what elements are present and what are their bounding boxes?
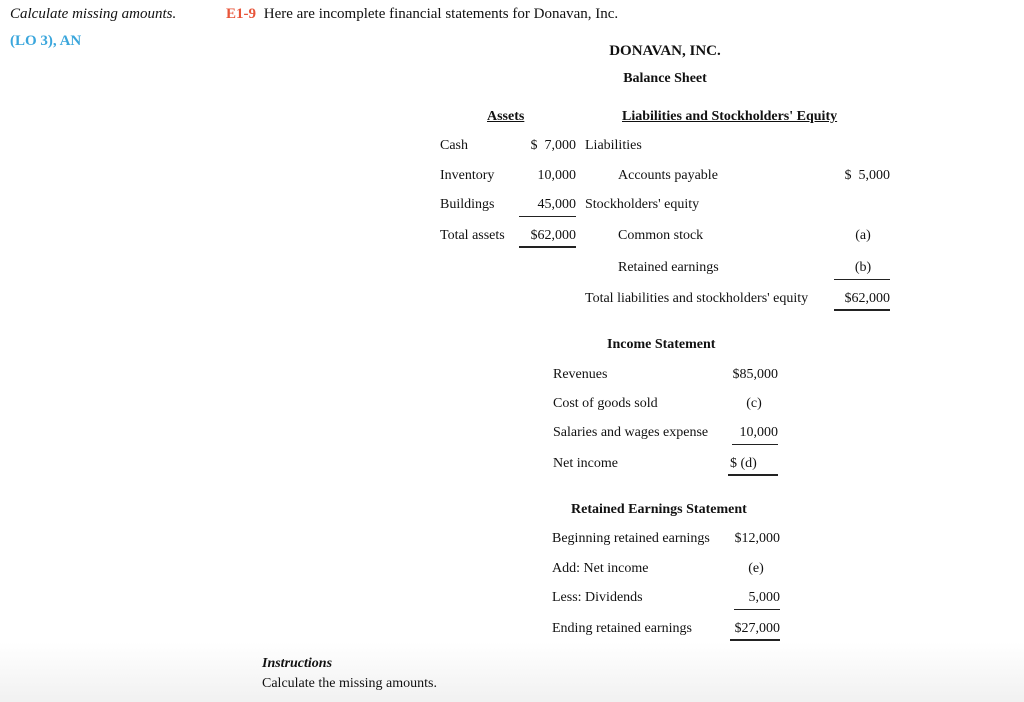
income-value-salaries: 10,000 — [739, 425, 778, 440]
income-label-net-income: Net income — [553, 456, 618, 471]
stockholders-equity-label: Stockholders' equity — [585, 197, 700, 212]
asset-value-inventory: 10,000 — [537, 168, 576, 183]
instructions-text: Calculate the missing amounts. — [262, 676, 437, 691]
liabilities-equity-heading: Liabilities and Stockholders' Equity — [622, 109, 838, 124]
income-statement-title: Income Statement — [607, 337, 716, 352]
common-stock-label: Common stock — [618, 228, 704, 243]
income-value-revenues: $85,000 — [732, 367, 778, 382]
instructions-panel — [0, 642, 1024, 702]
instructions-heading: Instructions — [262, 656, 333, 671]
retained-earnings-value: (b) — [854, 260, 872, 275]
income-value-net-income: $ (d) — [730, 456, 757, 471]
ending-re-double-underline — [730, 639, 780, 641]
re-label-beginning: Beginning retained earnings — [552, 531, 710, 546]
retained-earnings-label: Retained earnings — [618, 260, 719, 275]
re-value-ending: $27,000 — [734, 621, 780, 636]
asset-value-total: $62,000 — [530, 228, 576, 243]
margin-note: Calculate missing amounts. — [10, 6, 177, 22]
balance-sheet-title: Balance Sheet — [623, 71, 707, 86]
asset-label-buildings: Buildings — [440, 197, 495, 212]
asset-value-buildings: 45,000 — [537, 197, 576, 212]
asset-value-cash: $ 7,000 — [530, 138, 576, 153]
re-value-net-income: (e) — [748, 561, 764, 576]
income-label-salaries: Salaries and wages expense — [553, 425, 709, 440]
company-name: DONAVAN, INC. — [609, 43, 721, 59]
income-label-cogs: Cost of goods sold — [553, 396, 658, 411]
total-liabilities-equity-value: $62,000 — [844, 291, 890, 306]
asset-label-total: Total assets — [440, 228, 505, 243]
buildings-underline — [519, 216, 576, 217]
re-value-beginning: $12,000 — [734, 531, 780, 546]
income-value-cogs: (c) — [746, 396, 762, 411]
asset-label-cash: Cash — [440, 138, 468, 153]
exercise-number: E1-9 — [226, 6, 256, 22]
accounts-payable-label: Accounts payable — [618, 168, 718, 183]
re-label-dividends: Less: Dividends — [552, 590, 643, 605]
learning-objective-tag: (LO 3), AN — [10, 33, 82, 49]
total-assets-double-underline — [519, 246, 576, 248]
liabilities-label: Liabilities — [585, 138, 642, 153]
net-income-double-underline — [728, 474, 778, 476]
exercise-title — [226, 7, 618, 22]
re-value-dividends: 5,000 — [748, 590, 780, 605]
dividends-underline — [734, 609, 780, 610]
retained-earnings-statement-title: Retained Earnings Statement — [571, 502, 747, 517]
income-label-revenues: Revenues — [553, 367, 608, 382]
exercise-text: Here are incomplete financial statements for Donavan, Inc. — [263, 6, 619, 22]
total-liabilities-double-underline — [834, 309, 890, 311]
salaries-underline — [732, 444, 778, 445]
total-liabilities-equity-label: Total liabilities and stockholders' equity — [585, 291, 809, 306]
common-stock-value: (a) — [855, 228, 871, 243]
retained-earnings-underline — [834, 279, 890, 280]
re-label-net-income: Add: Net income — [552, 561, 649, 576]
re-label-ending: Ending retained earnings — [552, 621, 692, 636]
assets-heading: Assets — [487, 109, 525, 124]
accounts-payable-value: $ 5,000 — [844, 168, 890, 183]
asset-label-inventory: Inventory — [440, 168, 495, 183]
